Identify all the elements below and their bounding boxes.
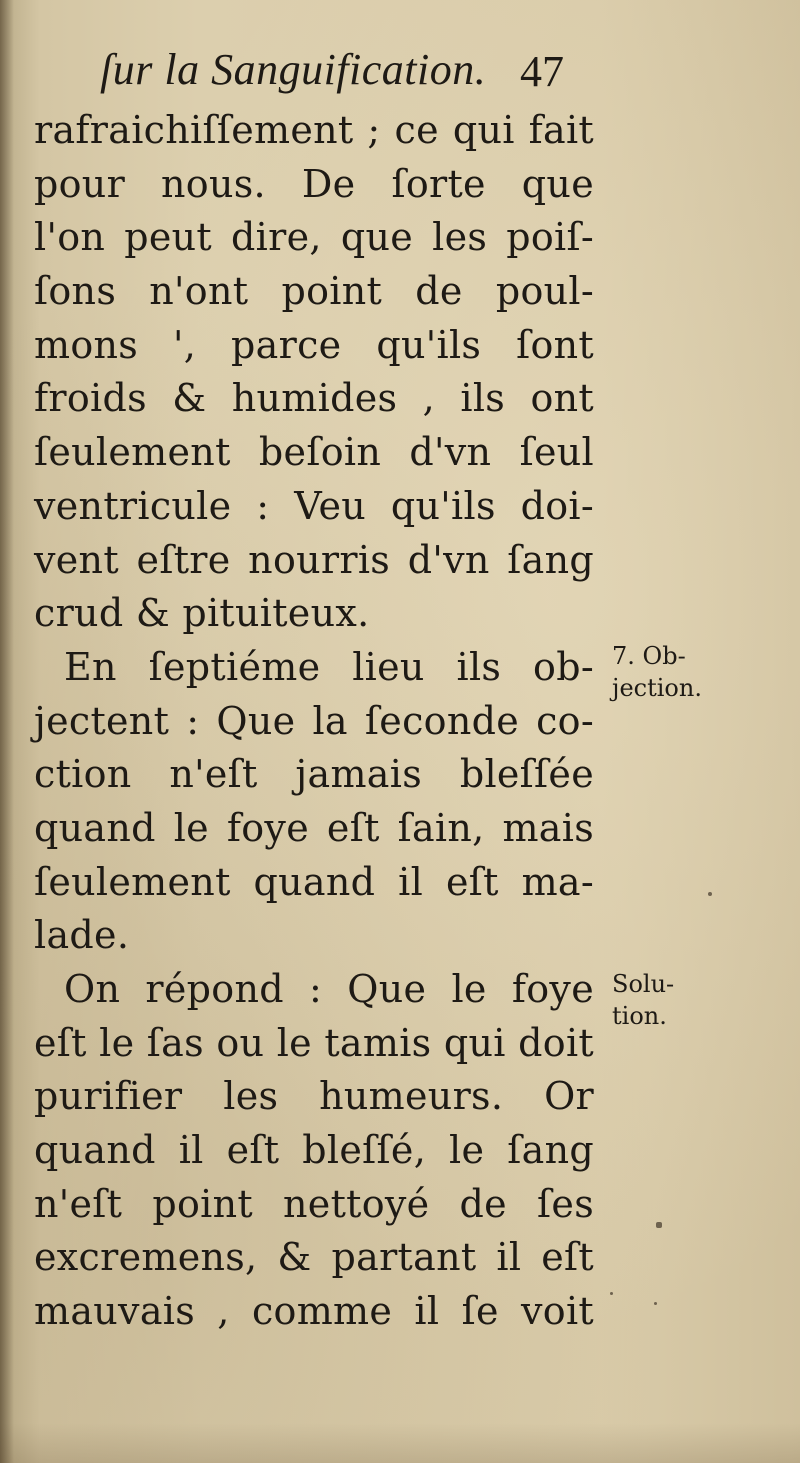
spine-shadow bbox=[0, 0, 14, 1463]
text-line: excremens, & partant il eſt bbox=[34, 1235, 594, 1280]
text-line: mons ', parce qu'ils ſont bbox=[34, 322, 594, 367]
text-line: ſeulement beſoin d'vn ſeul bbox=[34, 430, 594, 475]
page-edge-shadow bbox=[0, 1423, 800, 1463]
text-line: purifier les humeurs. Or bbox=[34, 1074, 594, 1119]
text-line: eſt le ſas ou le tamis qui doit bbox=[34, 1020, 594, 1065]
paper-speck bbox=[654, 1302, 657, 1305]
margin-note-solution-line1: Solu- bbox=[612, 970, 675, 998]
running-title: ſur la Sanguification. bbox=[100, 45, 487, 94]
body-text bbox=[34, 104, 594, 1339]
text-line: crud & pituiteux. bbox=[34, 591, 370, 636]
paper-speck bbox=[610, 1292, 613, 1295]
text-line: froids & humides , ils ont bbox=[34, 376, 594, 421]
text-line: pour nous. De ſorte que bbox=[34, 161, 594, 206]
page-number: 47 bbox=[520, 47, 564, 96]
text-line: quand le foye eſt ſain, mais bbox=[34, 805, 594, 850]
margin-note-objection-line2: jection. bbox=[612, 674, 702, 702]
text-line: quand il eſt bleſſé, le ſang bbox=[34, 1128, 594, 1173]
paper-speck bbox=[708, 892, 712, 896]
text-line: ction n'eſt jamais bleſſée bbox=[34, 752, 594, 797]
text-line: n'eſt point nettoyé de ſes bbox=[34, 1181, 594, 1226]
margin-note-objection-line1: 7. Ob- bbox=[612, 642, 686, 670]
text-line: lade. bbox=[34, 913, 130, 958]
margin-note-solution bbox=[612, 968, 674, 1032]
text-line: vent eſtre nourris d'vn ſang bbox=[34, 537, 594, 582]
text-line: l'on peut dire, que les poiſ- bbox=[34, 215, 594, 260]
text-line: mauvais , comme il ſe voit bbox=[34, 1289, 594, 1334]
margin-note-solution-line2: tion. bbox=[612, 1002, 667, 1030]
paper-speck bbox=[656, 1222, 662, 1228]
text-line: rafraichiſſement ; ce qui fait bbox=[34, 108, 594, 152]
text-line: ventricule : Veu qu'ils doi- bbox=[34, 483, 594, 528]
text-line: jectent : Que la ſeconde co- bbox=[34, 698, 594, 743]
paragraph-start-line: En ſeptiéme lieu ils ob- bbox=[64, 644, 594, 689]
paragraph-start-line: On répond : Que le foye bbox=[64, 967, 594, 1011]
text-line: ſeulement quand il eſt ma- bbox=[34, 859, 594, 904]
margin-note-objection bbox=[612, 640, 702, 704]
text-line: ſons n'ont point de poul- bbox=[34, 269, 594, 314]
